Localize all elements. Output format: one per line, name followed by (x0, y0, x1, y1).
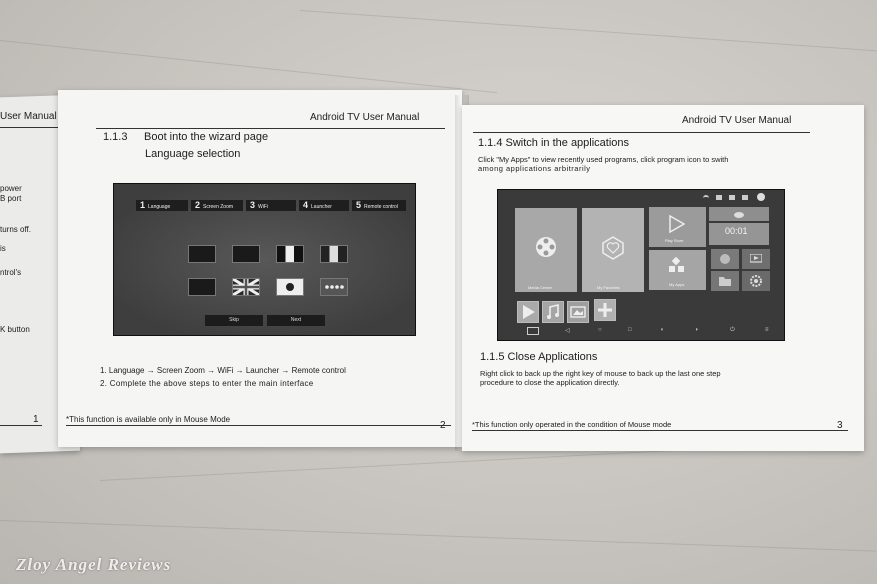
apps-nav-icon[interactable] (527, 327, 539, 335)
language-flag (188, 278, 216, 296)
settings-icon (757, 193, 765, 201)
section-text: among applications arbitrarily (478, 164, 591, 173)
film-reel-icon (535, 236, 557, 258)
footer-rule (472, 430, 848, 431)
marble-vein (300, 10, 877, 53)
footer-rule (66, 425, 451, 426)
gallery-icon[interactable] (567, 301, 589, 323)
partial-text-line: turns off. (0, 225, 31, 234)
footnote: *This function is available only in Mouse Mode (66, 415, 231, 424)
wizard-step-launcher: 4 Launcher (299, 200, 349, 211)
apps-grid-icon (669, 257, 685, 273)
tv-icon (750, 254, 762, 264)
clock-time: 00:01 (725, 226, 748, 236)
section-text: Click "My Apps" to view recently used programs, click program icon to swith (478, 155, 729, 164)
section-text: Right click to back up the right key of mouse to back up the last one step (480, 369, 721, 378)
browser-tile[interactable] (711, 249, 739, 269)
language-flag (276, 245, 304, 263)
add-shortcut-icon[interactable] (594, 299, 616, 321)
wizard-step-language: 1 Language (136, 200, 188, 211)
marble-vein (0, 520, 876, 552)
video-player-icon[interactable] (517, 301, 539, 323)
wizard-next-button[interactable]: Next (267, 315, 325, 326)
partial-page-header: User Manual (0, 111, 57, 122)
partial-text-line: power (0, 184, 22, 193)
footnote: *This function only operated in the condition of Mouse mode (472, 420, 672, 429)
video-tile[interactable] (742, 249, 770, 269)
page-header: Android TV User Manual (310, 112, 420, 123)
page-number: 2 (440, 420, 446, 431)
page-header: Android TV User Manual (682, 115, 792, 126)
files-tile[interactable] (711, 271, 739, 291)
uk-flag-icon (232, 278, 260, 296)
section-subtitle: Language selection (145, 148, 241, 160)
header-rule (96, 128, 445, 129)
wifi-icon (703, 195, 709, 202)
partial-text-line: is (0, 244, 6, 253)
page-number: 1 (33, 414, 39, 425)
volume-down-icon[interactable]: ◖ (660, 327, 664, 333)
watermark-text: Zloy Angel Reviews (16, 555, 172, 574)
list-item: 1. Language → Screen Zoom → WiFi → Launcher → Remote control (100, 366, 346, 375)
media-center-tile[interactable] (515, 208, 577, 292)
marble-vein (0, 40, 497, 93)
my-favorites-tile[interactable] (582, 208, 644, 292)
menu-icon[interactable]: ≡ (765, 327, 769, 333)
wizard-step-wifi: 3 WiFi (246, 200, 296, 211)
header-rule (473, 132, 810, 133)
power-icon[interactable]: ⏻ (730, 327, 735, 333)
folder-icon (719, 276, 731, 286)
play-store-icon (669, 215, 685, 233)
header-rule (0, 127, 60, 128)
usb-icon (716, 195, 722, 200)
media-center-label: Media Center (528, 285, 553, 290)
my-apps-label: My Apps (669, 282, 685, 287)
section-title: 1.1.4 Switch in the applications (478, 137, 630, 149)
recent-nav-icon[interactable]: □ (628, 327, 632, 333)
my-favorites-label: My Favorites (597, 285, 620, 290)
section-title: Boot into the wizard page (144, 131, 269, 143)
section-number: 1.1.3 (103, 131, 128, 143)
language-flag (188, 245, 216, 263)
list-item: 2. Complete the above steps to enter the main interface (100, 379, 314, 388)
wizard-step-screen-zoom: 2 Screen Zoom (191, 200, 243, 211)
partial-text-line: ntrol's (0, 268, 22, 277)
network-icon (729, 195, 735, 200)
footer-rule (0, 425, 42, 426)
music-player-icon[interactable] (542, 301, 564, 323)
storage-icon (742, 195, 748, 200)
gear-icon (750, 275, 762, 287)
wizard-skip-button[interactable]: Skip (205, 315, 263, 326)
heart-icon (601, 236, 625, 260)
back-nav-icon[interactable]: ◁ (565, 328, 570, 334)
section-title: 1.1.5 Close Applications (480, 351, 598, 363)
volume-up-icon[interactable]: ◗ (695, 327, 699, 333)
clock-tile (709, 223, 769, 245)
page-number: 3 (837, 420, 843, 431)
wizard-step-remote-control: 5 Remote control (352, 200, 406, 211)
home-nav-icon[interactable]: ○ (598, 327, 602, 333)
language-flag (320, 245, 348, 263)
partial-text-line: K button (0, 325, 30, 334)
more-languages-icon (320, 278, 348, 296)
partial-text-line: B port (0, 194, 22, 203)
japan-flag-icon (276, 278, 304, 296)
language-flag (232, 245, 260, 263)
weather-tile (709, 207, 769, 221)
globe-icon (719, 253, 731, 265)
settings-tile[interactable] (742, 271, 770, 291)
play-store-label: Play Store (665, 238, 684, 243)
section-text: procedure to close the application directly. (480, 378, 620, 387)
cloud-icon (733, 210, 745, 218)
